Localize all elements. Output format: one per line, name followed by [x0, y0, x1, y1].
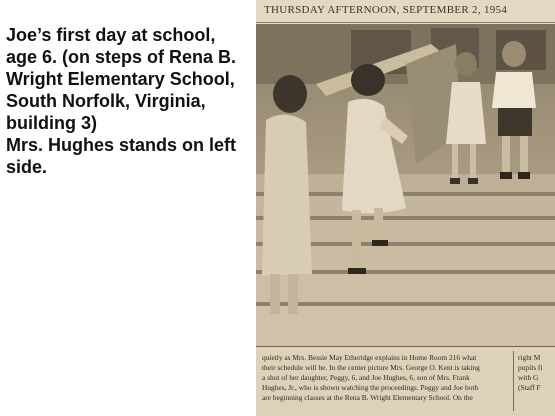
- article-line: their schedule will be. In the center picture Mrs. George O. Kent is taking: [262, 363, 480, 372]
- article-line: a shot of her daughter, Peggy, 6, and Joe Hughes, 6, son of Mrs. Frank: [262, 373, 470, 382]
- caption-line: South Norfolk, Virginia,: [6, 91, 206, 111]
- caption-line: Joe’s first day at school,: [6, 25, 216, 45]
- school-steps-photo: [256, 24, 555, 346]
- caption-line: side.: [6, 157, 48, 177]
- article-side-line: right M: [518, 353, 541, 362]
- article-text-column: [262, 353, 510, 403]
- article-side-column: [518, 353, 555, 393]
- newspaper-dateline: THURSDAY AFTERNOON, SEPTEMBER 2, 1954: [264, 4, 508, 16]
- article-line: quietly as Mrs. Bessie May Etheridge explains in Home Room 216 what: [262, 353, 477, 362]
- caption-line: Wright Elementary School,: [6, 69, 235, 89]
- article-side-line: pupils fi: [518, 363, 543, 372]
- column-divider: [513, 351, 514, 411]
- article-line: are beginning classes at the Rena B. Wright Elementary School. On the: [262, 393, 473, 402]
- article-side-line: (Staff F: [518, 383, 541, 392]
- caption-line: Mrs. Hughes stands on left: [6, 135, 237, 155]
- news-article: [256, 346, 555, 416]
- newspaper-photo: [256, 24, 555, 346]
- caption-line: building 3): [6, 113, 97, 133]
- newspaper-header: [256, 0, 555, 23]
- article-line: Hughes, Jr., who is shown watching the proceedings. Peggy and Joe both: [262, 383, 479, 392]
- article-side-line: with G: [518, 373, 539, 382]
- newspaper-clipping: [256, 0, 555, 416]
- photo-caption: [6, 24, 250, 178]
- caption-line: age 6. (on steps of Rena B.: [6, 47, 237, 67]
